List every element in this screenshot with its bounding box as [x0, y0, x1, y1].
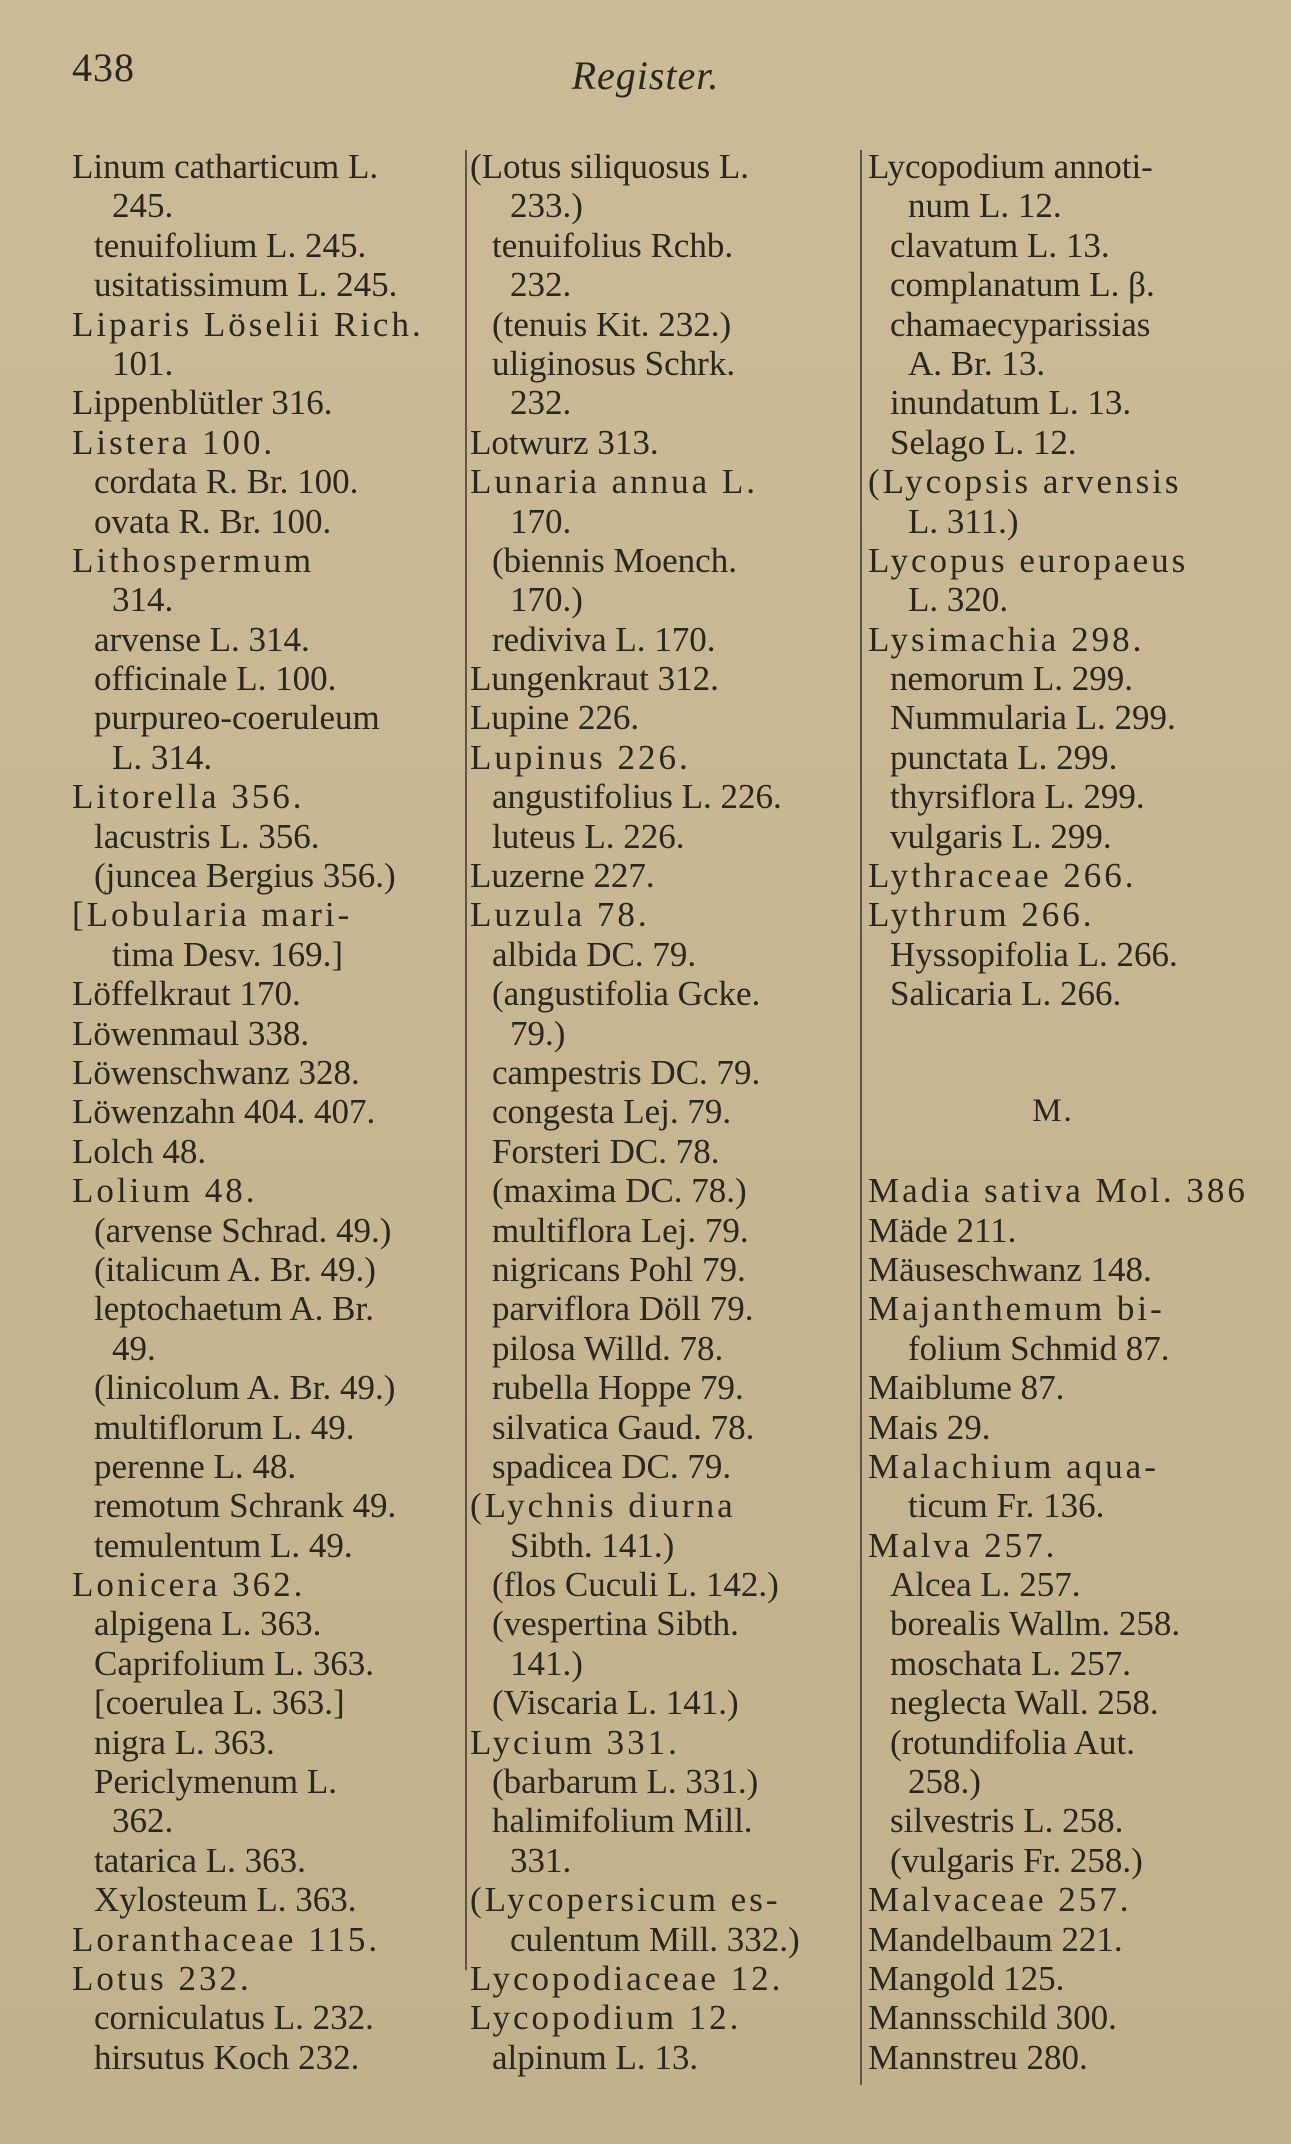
index-entry: A. Br. 13.	[908, 343, 1046, 383]
index-entry: complanatum L. β.	[890, 265, 1155, 305]
index-entry: borealis Wallm. 258.	[890, 1604, 1181, 1644]
index-entry: 233.)	[510, 186, 583, 226]
blank-line	[868, 1132, 1268, 1171]
index-entry: (italicum A. Br. 49.)	[94, 1249, 376, 1289]
index-entry: (flos Cuculi L. 142.)	[492, 1565, 779, 1605]
index-entry: Mangold 125.	[868, 1958, 1065, 1998]
index-entry: rubella Hoppe 79.	[492, 1368, 744, 1408]
index-entry: luteus L. 226.	[492, 816, 685, 856]
index-entry: ticum Fr. 136.	[908, 1486, 1105, 1526]
index-entry: 331.	[510, 1840, 572, 1880]
index-entry: Lupine 226.	[470, 698, 640, 738]
section-letter: M.	[1032, 1093, 1074, 1130]
index-entry: [coerulea L. 363.]	[94, 1683, 345, 1723]
index-entry: Sibth. 141.)	[510, 1525, 675, 1565]
index-entry: Selago L. 12.	[890, 422, 1077, 462]
index-entry: (vulgaris Fr. 258.)	[890, 1840, 1143, 1880]
index-entry: L. 311.)	[908, 501, 1019, 541]
index-entry: Listera 100.	[72, 422, 276, 462]
index-entry: 232.	[510, 265, 572, 305]
index-entry: albida DC. 79.	[492, 934, 697, 974]
blank-line	[868, 1053, 1268, 1092]
index-entry: [Lobularia mari-	[72, 895, 353, 935]
index-entry: alpinum L. 13.	[492, 2037, 699, 2077]
index-entry: Luzerne 227.	[470, 856, 655, 896]
index-entry: cordata R. Br. 100.	[94, 462, 359, 502]
index-entry: Lithospermum	[72, 540, 315, 580]
index-entry: temulentum L. 49.	[94, 1525, 353, 1565]
index-entry: Litorella 356.	[72, 777, 305, 817]
index-entry: Loranthaceae 115.	[72, 1919, 381, 1959]
index-entry: 101.	[112, 343, 174, 383]
index-entry: corniculatus L. 232.	[94, 1998, 374, 2038]
index-entry: Forsteri DC. 78.	[492, 1131, 720, 1171]
index-entry: Madia sativa Mol. 386	[868, 1171, 1248, 1211]
index-entry: Hyssopifolia L. 266.	[890, 934, 1178, 974]
index-entry: clavatum L. 13.	[890, 225, 1110, 265]
index-entry: leptochaetum A. Br.	[94, 1289, 374, 1329]
index-entry: (maxima DC. 78.)	[492, 1171, 747, 1211]
index-entry: Lupinus 226.	[470, 737, 691, 777]
index-entry: Lysimachia 298.	[868, 619, 1145, 659]
index-entry: (biennis Moench.	[492, 540, 737, 580]
index-entry: moschata L. 257.	[890, 1643, 1132, 1683]
index-entry: multiflorum L. 49.	[94, 1407, 355, 1447]
index-entry: Salicaria L. 266.	[890, 974, 1122, 1014]
index-entry: rediviva L. 170.	[492, 619, 716, 659]
index-entry: remotum Schrank 49.	[94, 1486, 397, 1526]
index-entry: Lycium 331.	[470, 1722, 680, 1762]
index-entry: (linicolum A. Br. 49.)	[94, 1368, 396, 1408]
index-entry: L. 314.	[112, 737, 213, 777]
index-entry: Mais 29.	[868, 1407, 991, 1447]
running-title: Register.	[571, 53, 720, 98]
index-entry: Alcea L. 257.	[890, 1565, 1081, 1605]
index-entry: uliginosus Schrk.	[492, 343, 736, 383]
index-entry: 141.)	[510, 1643, 583, 1683]
index-column-2	[470, 147, 856, 2077]
index-entry: angustifolius L. 226.	[492, 777, 782, 817]
index-entry: L. 320.	[908, 580, 1009, 620]
index-entry: alpigena L. 363.	[94, 1604, 322, 1644]
index-entry: nemorum L. 299.	[890, 659, 1134, 699]
index-entry: Lonicera 362.	[72, 1565, 306, 1605]
index-entry: Mandelbaum 221.	[868, 1919, 1123, 1959]
index-entry: 49.	[112, 1328, 156, 1368]
index-entry: (Lychnis diurna	[470, 1486, 736, 1526]
index-entry: congesta Lej. 79.	[492, 1092, 732, 1132]
index-entry: (vespertina Sibth.	[492, 1604, 739, 1644]
index-entry: perenne L. 48.	[94, 1446, 297, 1486]
index-entry: Lotus 232.	[72, 1958, 252, 1998]
index-entry: chamaecyparissias	[890, 304, 1151, 344]
index-entry: (Viscaria L. 141.)	[492, 1683, 739, 1723]
index-entry: Caprifolium L. 363.	[94, 1643, 374, 1683]
index-entry: (tenuis Kit. 232.)	[492, 304, 732, 344]
index-entry: thyrsiflora L. 299.	[890, 777, 1145, 817]
index-entry: Lunaria annua L.	[470, 462, 759, 502]
index-entry: Löwenschwanz 328.	[72, 1052, 360, 1092]
index-entry: culentum Mill. 332.)	[510, 1919, 800, 1959]
index-entry: tenuifolius Rchb.	[492, 225, 734, 265]
index-entry: Malvaceae 257.	[868, 1880, 1132, 1920]
index-column-1	[72, 147, 462, 2077]
index-entry: Malachium aqua-	[868, 1446, 1159, 1486]
index-entry: purpureo-coeruleum	[94, 698, 380, 738]
index-entry: Luzula 78.	[470, 895, 650, 935]
index-entry: Lycopodium annoti-	[868, 147, 1153, 186]
index-entry: nigra L. 363.	[94, 1722, 275, 1762]
index-entry: 170.)	[510, 580, 583, 620]
index-entry: Mäuseschwanz 148.	[868, 1249, 1152, 1289]
page-number: 438	[72, 45, 135, 90]
index-entry: silvatica Gaud. 78.	[492, 1407, 755, 1447]
index-entry: Lythraceae 266.	[868, 856, 1137, 896]
index-entry: Xylosteum L. 363.	[94, 1880, 357, 1920]
index-entry: Lotwurz 313.	[470, 422, 659, 462]
index-entry: campestris DC. 79.	[492, 1052, 761, 1092]
index-entry: neglecta Wall. 258.	[890, 1683, 1159, 1723]
index-column-3	[868, 147, 1268, 2077]
index-entry: (Lycopsis arvensis	[868, 462, 1182, 502]
index-entry: num L. 12.	[908, 186, 1062, 226]
index-entry: (juncea Bergius 356.)	[94, 856, 396, 896]
index-entry: multiflora Lej. 79.	[492, 1210, 749, 1250]
index-entry: (Lycopersicum es-	[470, 1880, 781, 1920]
index-entry: parviflora Döll 79.	[492, 1289, 754, 1329]
index-entry: ovata R. Br. 100.	[94, 501, 332, 541]
index-entry: arvense L. 314.	[94, 619, 310, 659]
index-entry: usitatissimum L. 245.	[94, 265, 398, 305]
column-rule	[465, 150, 467, 1970]
column-rule	[860, 150, 862, 2085]
index-entry: hirsutus Koch 232.	[94, 2037, 360, 2077]
index-entry: vulgaris L. 299.	[890, 816, 1112, 856]
index-entry: Maiblume 87.	[868, 1368, 1065, 1408]
index-entry: Lolch 48.	[72, 1131, 207, 1171]
index-entry: 79.)	[510, 1013, 566, 1053]
index-entry: nigricans Pohl 79.	[492, 1249, 746, 1289]
index-entry: officinale L. 100.	[94, 659, 337, 699]
index-entry: 232.	[510, 383, 572, 423]
index-entry: (rotundifolia Aut.	[890, 1722, 1135, 1762]
index-entry: 362.	[112, 1801, 174, 1841]
index-entry: tenuifolium L. 245.	[94, 225, 367, 265]
index-entry: Lycopodium 12.	[470, 1998, 742, 2038]
index-entry: 245.	[112, 186, 174, 226]
index-entry: Mannstreu 280.	[868, 2037, 1088, 2077]
index-entry: pilosa Willd. 78.	[492, 1328, 724, 1368]
index-entry: Lolium 48.	[72, 1171, 258, 1211]
index-entry: 170.	[510, 501, 572, 541]
index-entry: halimifolium Mill.	[492, 1801, 753, 1841]
index-entry: (arvense Schrad. 49.)	[94, 1210, 392, 1250]
index-entry: Löffelkraut 170.	[72, 974, 301, 1014]
index-entry: tatarica L. 363.	[94, 1840, 306, 1880]
index-entry: Lippenblütler 316.	[72, 383, 333, 423]
index-entry: (Lotus siliquosus L.	[470, 147, 750, 186]
index-entry: Linum catharticum L.	[72, 147, 379, 186]
index-entry: Löwenmaul 338.	[72, 1013, 310, 1053]
index-entry: Lycopodiaceae 12.	[470, 1958, 784, 1998]
index-entry: Lycopus europaeus	[868, 540, 1189, 580]
blank-line	[868, 1014, 1268, 1053]
index-entry: silvestris L. 258.	[890, 1801, 1124, 1841]
index-entry: Mäde 211.	[868, 1210, 1017, 1250]
index-entry: Lythrum 266.	[868, 895, 1095, 935]
index-entry: Mannsschild 300.	[868, 1998, 1117, 2038]
index-entry: folium Schmid 87.	[908, 1328, 1170, 1368]
index-entry: (angustifolia Gcke.	[492, 974, 761, 1014]
index-entry: 314.	[112, 580, 174, 620]
index-entry: Periclymenum L.	[94, 1762, 338, 1802]
index-entry: Löwenzahn 404. 407.	[72, 1092, 376, 1132]
index-entry: punctata L. 299.	[890, 737, 1118, 777]
index-entry: Nummularia L. 299.	[890, 698, 1176, 738]
index-entry: lacustris L. 356.	[94, 816, 320, 856]
index-entry: tima Desv. 169.]	[112, 934, 344, 974]
index-entry: Malva 257.	[868, 1525, 1058, 1565]
index-entry: 258.)	[908, 1762, 981, 1802]
index-entry: Majanthemum bi-	[868, 1289, 1165, 1329]
index-entry: Liparis Löselii Rich.	[72, 304, 424, 344]
index-entry: inundatum L. 13.	[890, 383, 1132, 423]
index-entry: Lungenkraut 312.	[470, 659, 719, 699]
index-entry: (barbarum L. 331.)	[492, 1762, 759, 1802]
index-entry: spadicea DC. 79.	[492, 1446, 732, 1486]
